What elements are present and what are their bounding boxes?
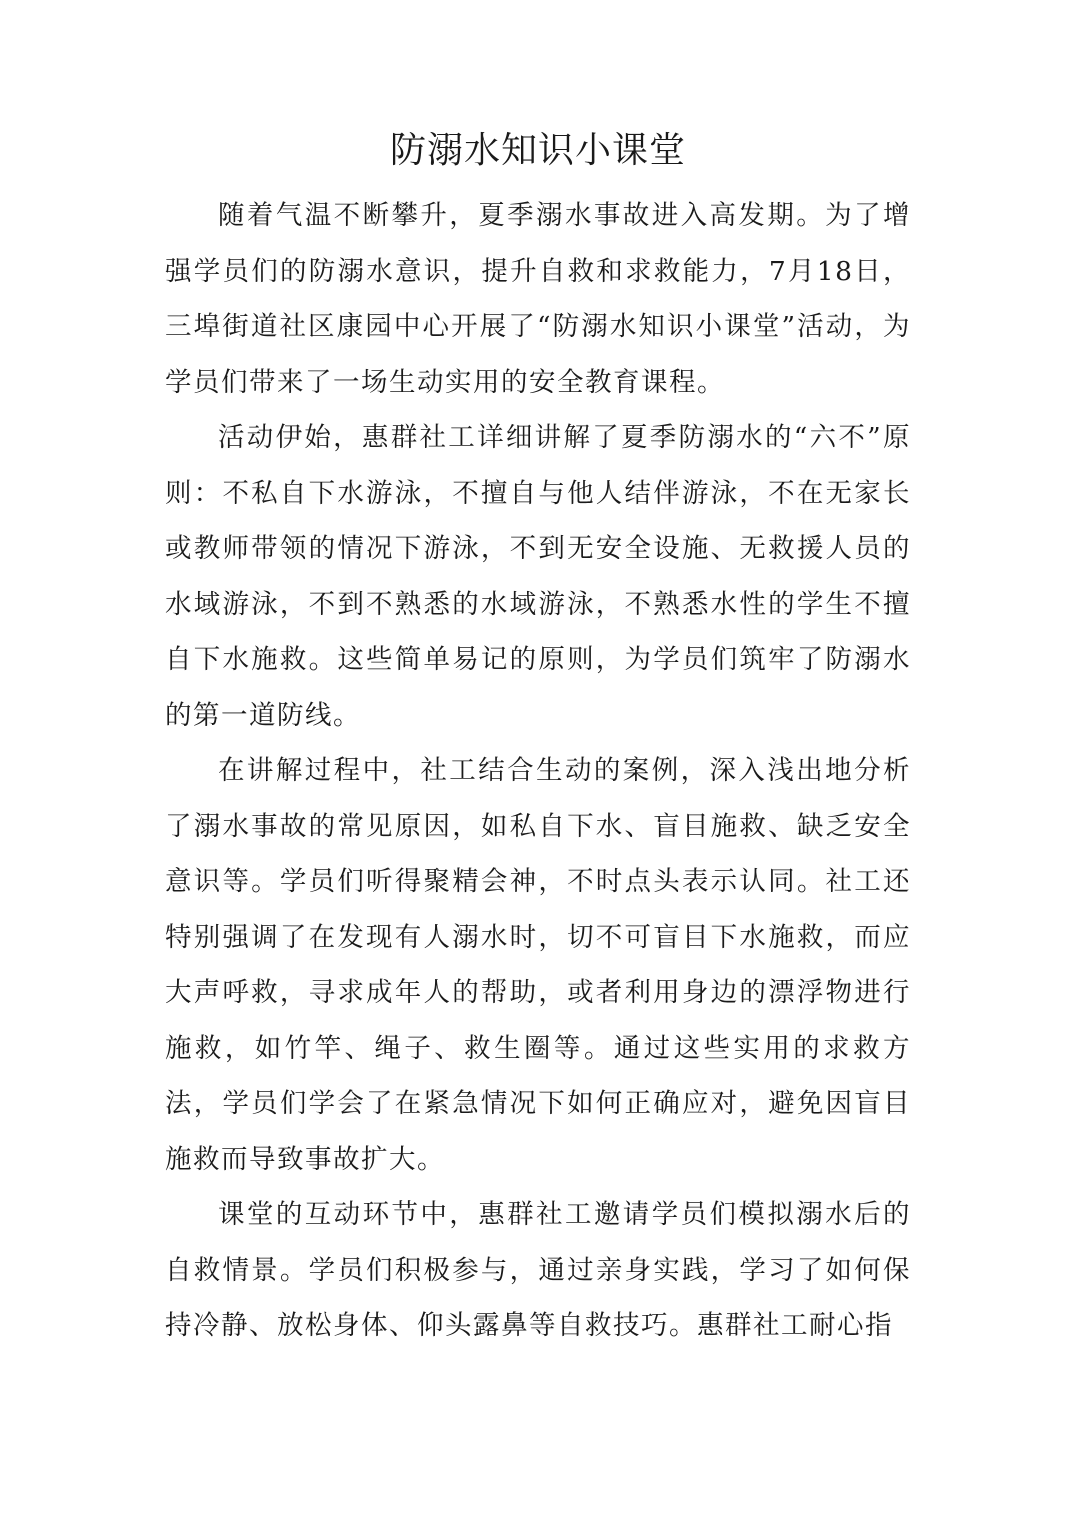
document-title: 防溺水知识小课堂 — [389, 130, 686, 171]
paragraph-causes: 在讲解过程中，社工结合生动的案例，深入浅出地分析了溺水事故的常见原因，如私自下水、盲目施救、缺乏安全意识等。学员们听得聚精会神，不时点头表示认同。社工还特别强调了在发现有人溺水时，切不可盲目下水施救，而应大声呼救，寻求成年人的帮助，或者利用身边的漂浮物进行施救，如竹竿、绳子、救生圈等。通过这些实用的求救方法，学员们学会了在紧急情况下如何正确应对，避免因盲目施救而导致事故扩大。 — [165, 755, 911, 1175]
document-page — [165, 126, 911, 1354]
paragraph-six-rules: 活动伊始，惠群社工详细讲解了夏季防溺水的“六不”原则：不私自下水游泳，不擅自与他人结伴游泳，不在无家长或教师带领的情况下游泳，不到无安全设施、无救援人员的水域游泳，不到不熟悉的水域游泳，不熟悉水性的学生不擅自下水施救。这些简单易记的原则，为学员们筑牢了防溺水的第一道防线。 — [165, 422, 911, 731]
paragraph-intro: 随着气温不断攀升，夏季溺水事故进入高发期。为了增强学员们的防溺水意识，提升自救和求救能力，7月18日，三埠街道社区康园中心开展了“防溺水知识小课堂”活动，为学员们带来了一场生动实用的安全教育课程。 — [165, 200, 911, 398]
paragraph-interaction: 课堂的互动环节中，惠群社工邀请学员们模拟溺水后的自救情景。学员们积极参与，通过亲身实践，学习了如何保持冷静、放松身体、仰头露鼻等自救技巧。惠群社工耐心指 — [165, 1199, 911, 1341]
